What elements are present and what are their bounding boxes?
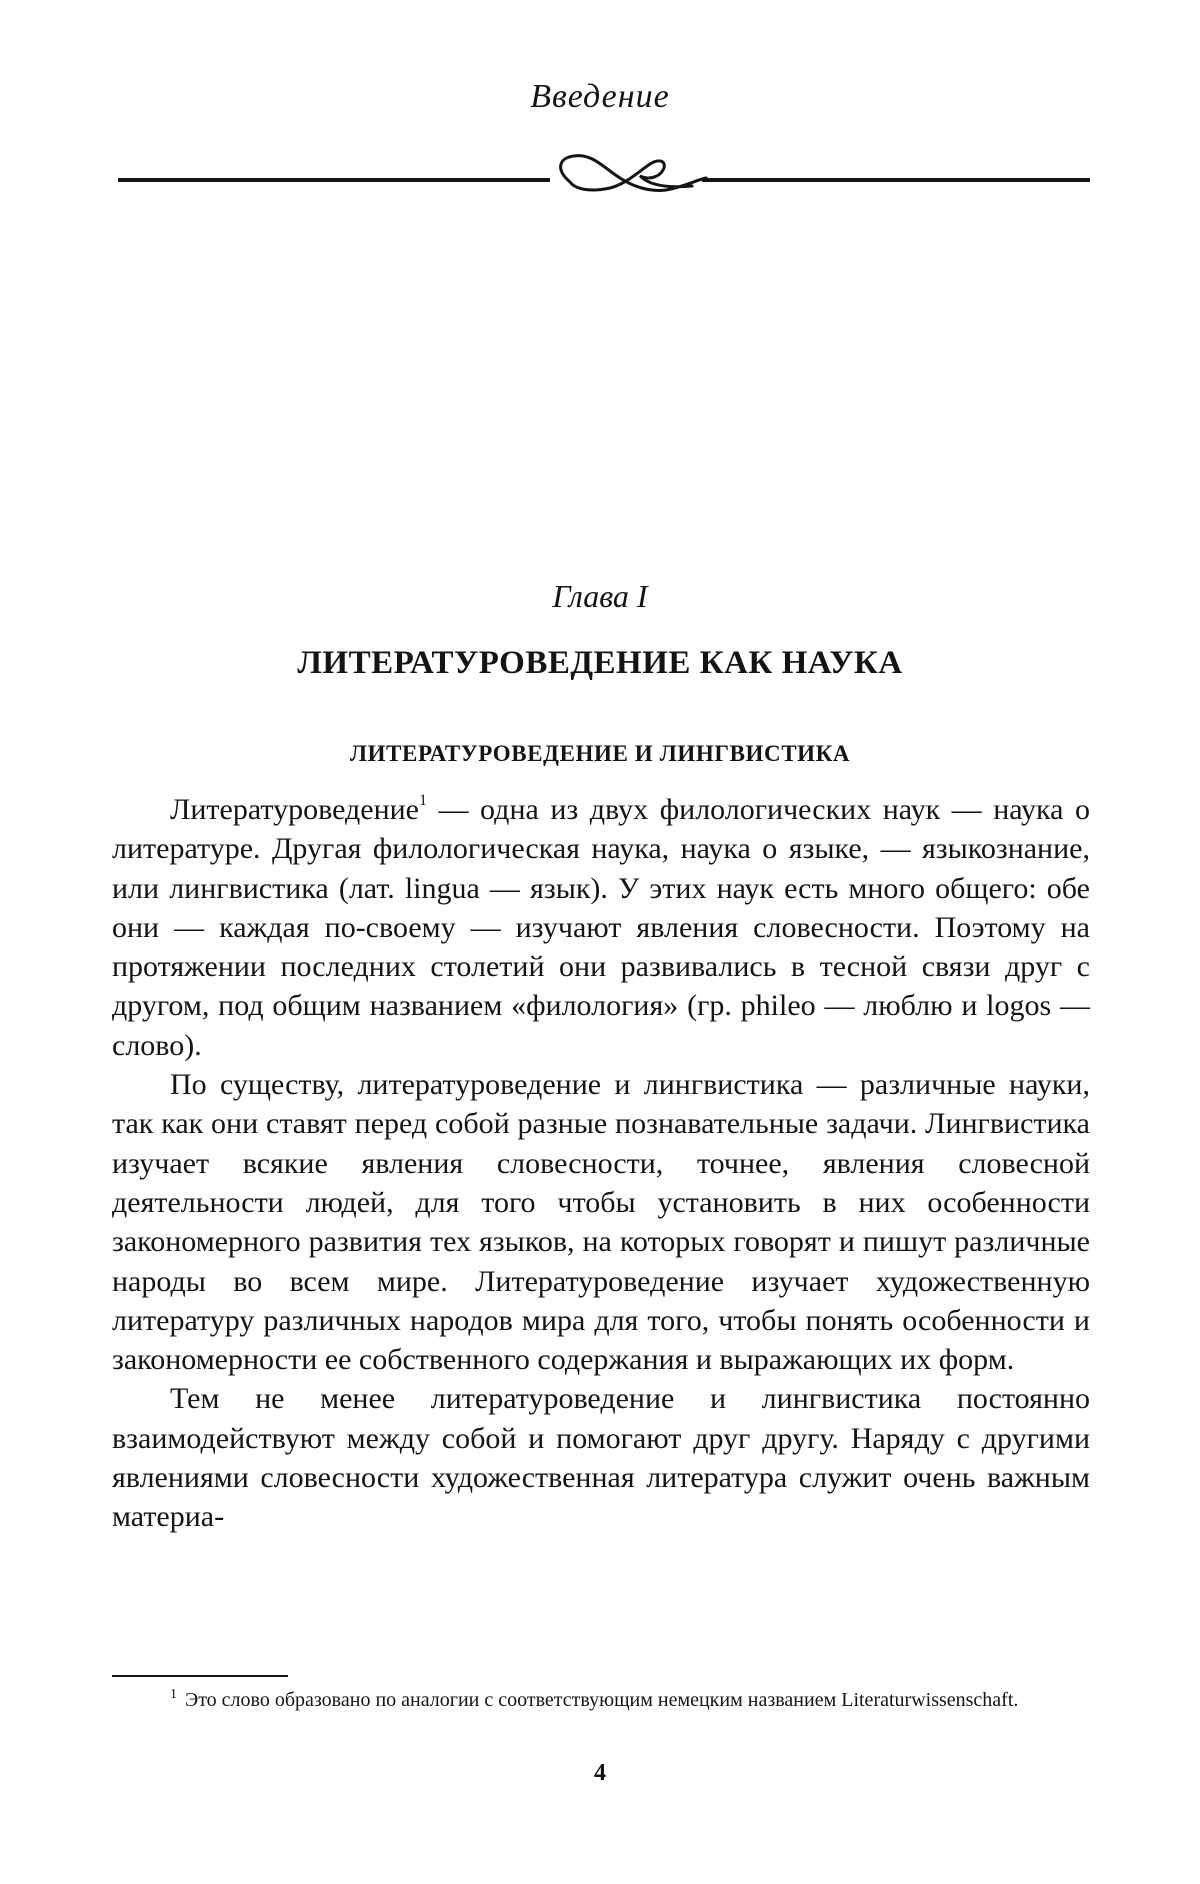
running-head: Введение bbox=[530, 78, 670, 115]
ornament-left-rule bbox=[118, 178, 550, 182]
footnote-mark: 1 bbox=[170, 1687, 177, 1702]
footnote bbox=[112, 1686, 1090, 1714]
paragraph-2: По существу, литературоведение и лингвистика — различные науки, так как они ставят перед собой разные познавательные задачи. Лингвистика изучает всякие явления словесности, точнее, явления словесной деятельности людей, для того чтобы установить в них особенности закономерного развития тех языков, на которых говорят и пишут различные народы во всем мире. Литературоведение изучает художественную литературу различных народов мира для того, чтобы понять особенности и закономерности ее собственного содержания и выражающих их форм. bbox=[112, 1068, 1090, 1377]
ornament-divider bbox=[118, 150, 1090, 210]
section-title: ЛИТЕРАТУРОВЕДЕНИЕ И ЛИНГВИСТИКА bbox=[349, 741, 851, 766]
paragraph-1-lead: Литературоведение bbox=[170, 793, 419, 826]
page-number: 4 bbox=[594, 1760, 606, 1786]
paragraph-1 bbox=[112, 790, 1090, 1065]
paragraph-3: Тем не менее литературоведение и лингвистика постоянно взаимодействуют между собой и помогают друг другу. Наряду с другими явлениями словесности художественная литература служит очень важным материа- bbox=[112, 1382, 1090, 1534]
paragraph-1-text: — одна из двух филологических наук — наука о литературе. Другая филологическая наука, наука о языке, — языкознание, или лингвистика (лат. lingua — язык). У этих наук есть много общего: обе они — каждая по-своему — изучают явления словесности. Поэтому на протяжении последних столетий они развивались в тесной связи друг с другом, под общим названием «филология» (гр. phileo — люблю и logos — слово). bbox=[112, 793, 1090, 1062]
footnote-reference[interactable]: 1 bbox=[419, 792, 427, 809]
ornament-flourish-icon bbox=[561, 156, 706, 191]
footnote-text: Это слово образовано по аналогии с соответствующим немецким названием Literaturwissenschaft. bbox=[185, 1689, 1019, 1711]
body-text bbox=[112, 790, 1090, 1537]
chapter-label: Глава I bbox=[552, 578, 648, 614]
chapter-title: ЛИТЕРАТУРОВЕДЕНИЕ КАК НАУКА bbox=[297, 645, 903, 681]
ornament-right-rule bbox=[702, 178, 1090, 182]
footnote-rule bbox=[112, 1675, 288, 1677]
